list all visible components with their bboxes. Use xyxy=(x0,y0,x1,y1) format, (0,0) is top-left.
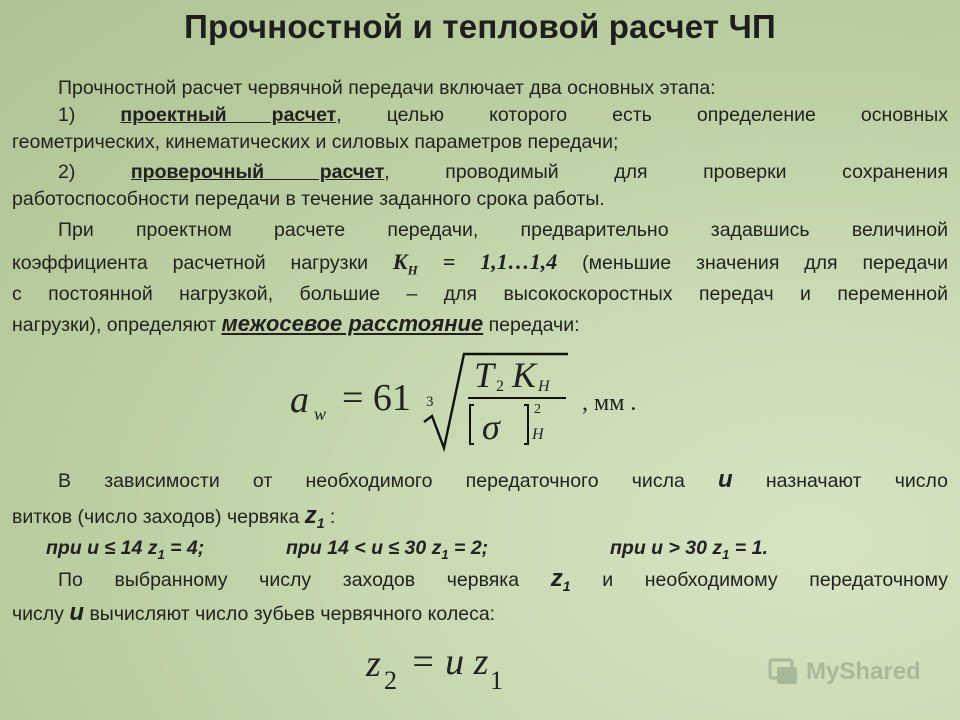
teeth-formula xyxy=(366,640,526,700)
design-para-line1: При проектном расчете передачи, предварительно задавшись величиной xyxy=(58,219,948,241)
case-text: при u > 30 z xyxy=(610,537,723,559)
item-number: 2) xyxy=(58,161,76,183)
text-span: В зависимости от необходимого передаточного числа xyxy=(58,470,719,492)
u-symbol: u xyxy=(718,466,733,493)
turns-para-line2 xyxy=(12,504,948,535)
z-sub: 1 xyxy=(562,577,571,594)
turns-para-line1 xyxy=(58,468,948,493)
den-sub: H xyxy=(532,426,544,443)
z1-sub: 1 xyxy=(490,666,503,695)
text-span: коэффициента расчетной нагрузки xyxy=(12,252,393,274)
teeth-para-line1 xyxy=(58,567,948,598)
check-calc-line xyxy=(58,160,948,184)
den-sup: 2 xyxy=(534,402,541,417)
watermark-text: MyShared xyxy=(806,658,921,685)
den-sigma: σ xyxy=(482,407,500,447)
item-number: 1) xyxy=(58,104,76,126)
teeth-para-line2 xyxy=(12,601,948,626)
num-k: K xyxy=(512,355,537,395)
text-span: и необходимому передаточному xyxy=(570,569,948,591)
center-distance-term: межосевое расстояние xyxy=(221,311,484,336)
center-distance-formula xyxy=(290,352,650,452)
case-text: при 14 < u ≤ 30 z xyxy=(286,537,442,559)
design-calc-term: проектный расчет xyxy=(120,104,337,126)
num-t: T xyxy=(474,355,495,395)
text-span: числу xyxy=(12,603,70,625)
lhs-sub: w xyxy=(314,404,327,424)
intro-line: Прочностной расчет червячной передачи включает два основных этапа: xyxy=(58,77,716,99)
case-2 xyxy=(286,536,586,567)
design-para-line3: с постоянной нагрузкой, большие – для высокоскоростных передач и переменной xyxy=(12,283,948,305)
text-span: : xyxy=(324,506,336,528)
watermark-logo xyxy=(768,656,921,688)
design-para-line4 xyxy=(12,312,948,337)
check-calc-desc: , проводимый для проверки сохранения xyxy=(384,161,949,183)
z-symbol: z xyxy=(550,565,563,592)
kh-sub: H xyxy=(407,262,418,278)
case-end: = 4; xyxy=(164,537,205,559)
z-sub: 1 xyxy=(316,514,325,531)
case-text: при u ≤ 14 z xyxy=(46,537,158,559)
text-span: назначают число xyxy=(732,470,949,492)
case-sub: 1 xyxy=(441,546,449,562)
text-span: вычисляют число зубьев червячного колеса: xyxy=(84,603,496,625)
root-index: 3 xyxy=(426,394,434,410)
design-para-line2 xyxy=(12,250,948,282)
case-end: = 2; xyxy=(448,537,489,559)
lhs-a: a xyxy=(290,379,309,421)
case-3 xyxy=(610,536,910,567)
case-sub: 1 xyxy=(157,546,165,562)
text-span: нагрузки), определяют xyxy=(12,314,222,336)
eq-uz: = u z xyxy=(410,641,489,683)
design-calc-line xyxy=(58,103,948,127)
check-calc-line2: работоспособности передачи в течение заданного срока работы. xyxy=(12,188,605,210)
text-span: передачи: xyxy=(483,314,580,336)
u-symbol: u xyxy=(69,599,85,626)
kh-symbol xyxy=(392,249,558,278)
z2-sub: 2 xyxy=(384,666,397,695)
case-end: = 1. xyxy=(729,537,768,559)
text-span: витков (число заходов) червяка xyxy=(12,506,305,528)
num-k-sub: H xyxy=(538,378,550,395)
slide-title: Прочностной и тепловой расчет ЧП xyxy=(184,8,776,45)
design-calc-desc: , целью которого есть определение основных xyxy=(336,104,949,126)
kh-value: = 1,1…1,4 xyxy=(417,249,558,274)
kh-letter: K xyxy=(392,249,408,274)
case-sub: 1 xyxy=(722,546,730,562)
design-calc-line2: геометрических, кинематических и силовых параметров передачи; xyxy=(12,131,619,153)
z2-letter: z xyxy=(366,643,381,685)
text-span: По выбранному числу заходов червяка xyxy=(58,569,551,591)
num-t-sub: 2 xyxy=(496,378,504,395)
z-symbol: z xyxy=(304,502,317,529)
text-span: (меньшие значения для передачи xyxy=(557,252,948,274)
eq-61: = 61 xyxy=(342,377,411,419)
formula-unit: , мм . xyxy=(582,390,637,416)
share-logo-icon xyxy=(768,656,800,688)
check-calc-term: проверочный расчет xyxy=(130,161,385,183)
